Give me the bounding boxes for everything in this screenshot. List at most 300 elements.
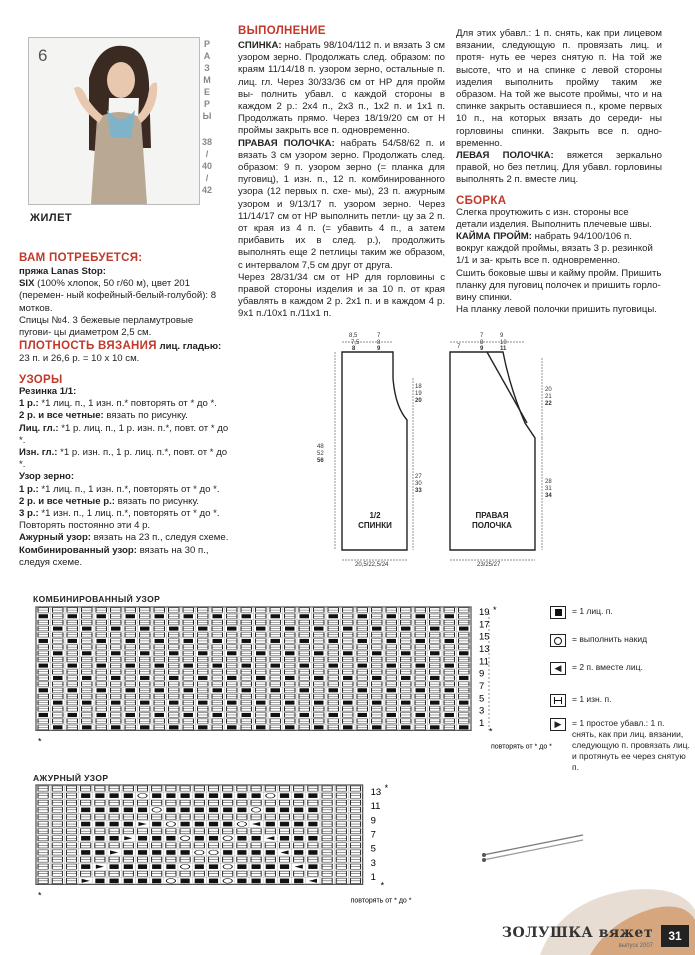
combined-symbol <box>53 614 64 618</box>
combined-symbol <box>82 614 93 618</box>
combined-symbol <box>256 620 267 624</box>
knit-cell <box>266 850 275 855</box>
knit-cell <box>300 614 310 618</box>
yarn-over-cell <box>138 793 147 798</box>
combined-symbol <box>198 633 209 637</box>
lace-symbol <box>295 865 303 869</box>
knit-cell <box>111 676 121 680</box>
lace-symbol <box>308 808 317 813</box>
lace-symbol <box>251 871 261 876</box>
combined-symbol <box>169 614 180 618</box>
combined-symbol <box>285 670 296 674</box>
lace-symbol <box>38 800 48 805</box>
knit-cell <box>152 836 161 841</box>
combined-symbol <box>227 707 238 711</box>
lace-symbol <box>279 843 289 848</box>
lace-symbol <box>308 836 317 841</box>
combined-chart-title: КОМБИНИРОВАННЫЙ УЗОР <box>33 594 161 604</box>
lace-chart-title: АЖУРНЫЙ УЗОР <box>33 773 109 783</box>
combined-symbol <box>227 670 238 674</box>
yarn-over-cell <box>209 850 218 855</box>
left-front-text: вяжется зеркально правой, но без петлиц. Для убавл. горловины выполнять 2 п. вместе лиц. <box>456 150 662 186</box>
combined-symbol <box>183 694 194 698</box>
lace-symbol <box>52 850 62 855</box>
combined-symbol <box>299 707 310 711</box>
lace-symbol <box>350 829 360 834</box>
lace-symbol <box>237 836 246 841</box>
combined-symbol <box>328 719 339 723</box>
knit-cell <box>329 639 339 643</box>
knit-cell <box>227 651 237 655</box>
knit-cell <box>252 836 261 841</box>
lace-symbol <box>350 878 360 883</box>
combined-symbol <box>111 620 122 624</box>
combined-symbol <box>329 688 339 692</box>
combined-symbol <box>68 713 78 717</box>
knit-cell <box>124 864 133 869</box>
combined-symbol <box>386 645 397 649</box>
combined-symbol <box>154 620 165 624</box>
combined-symbol <box>38 719 49 723</box>
lace-symbol <box>95 829 105 834</box>
combined-symbol <box>53 639 64 643</box>
front-label-1: ПРАВАЯ <box>475 511 509 520</box>
pattern-line: 2 р. и все четные: вязать по рисунку. <box>19 410 188 422</box>
lace-symbol <box>252 822 260 826</box>
combined-symbol <box>372 627 382 631</box>
combined-symbol <box>459 639 470 643</box>
combined-symbol <box>82 670 93 674</box>
combined-symbol <box>415 633 426 637</box>
combined-symbol <box>270 707 281 711</box>
knit-cell <box>280 793 289 798</box>
combined-symbol <box>53 663 64 667</box>
knit-cell <box>53 676 63 680</box>
combined-symbol <box>372 713 383 717</box>
knit-cell <box>81 808 90 813</box>
combined-symbol <box>140 651 150 655</box>
combined-symbol <box>154 725 165 729</box>
knit-cell <box>110 879 119 884</box>
knit-cell <box>82 651 92 655</box>
lace-symbol <box>294 879 303 884</box>
combined-symbol <box>140 707 151 711</box>
combined-symbol <box>299 670 310 674</box>
combined-symbol <box>372 608 383 612</box>
combined-symbol <box>270 725 281 729</box>
lace-symbol <box>280 850 288 854</box>
combined-symbol <box>198 713 209 717</box>
combined-symbol <box>169 620 180 624</box>
combined-symbol <box>227 682 238 686</box>
lace-symbol <box>110 836 119 841</box>
combined-symbol <box>285 663 296 667</box>
combined-symbol <box>140 645 151 649</box>
lace-symbol <box>109 843 119 848</box>
lace-symbol <box>95 793 104 798</box>
knit-cell <box>252 793 261 798</box>
knit-cell <box>223 822 232 827</box>
combined-symbol <box>198 719 209 723</box>
combined-symbol <box>213 664 223 668</box>
knit-cell <box>266 864 275 869</box>
lace-symbol <box>266 864 275 869</box>
combined-symbol <box>154 657 165 661</box>
combined-symbol <box>38 620 49 624</box>
lace-symbol <box>81 871 91 876</box>
lace-symbol <box>110 793 119 798</box>
combined-symbol <box>169 719 180 723</box>
combined-symbol <box>357 608 368 612</box>
knit-cell <box>138 850 147 855</box>
combined-symbol <box>154 707 165 711</box>
lace-symbol <box>336 807 346 812</box>
knit-cell <box>53 651 63 655</box>
combined-symbol <box>386 651 397 655</box>
combined-symbol <box>445 664 455 668</box>
knit-cell <box>372 651 382 655</box>
knit-cell <box>155 639 165 643</box>
combined-symbol <box>314 620 325 624</box>
lace-symbol <box>95 879 104 884</box>
knit-cell <box>237 850 246 855</box>
combined-symbol <box>154 682 165 686</box>
combined-symbol <box>169 608 180 612</box>
combined-symbol <box>111 688 122 692</box>
lace-symbol <box>208 843 218 848</box>
combined-symbol <box>314 713 325 717</box>
combined-symbol <box>212 682 223 686</box>
combined-row-label: 5 <box>479 693 485 705</box>
combined-symbol <box>169 725 179 729</box>
combined-symbol <box>38 633 49 637</box>
lace-symbol <box>110 864 119 869</box>
combined-symbol <box>329 639 339 643</box>
lace-symbol <box>52 829 62 834</box>
lace-symbol <box>181 793 190 798</box>
lace-symbol <box>208 814 218 819</box>
lace-symbol <box>336 843 346 848</box>
combined-symbol <box>111 633 122 637</box>
density-heading: ПЛОТНОСТЬ ВЯЗАНИЯ <box>19 340 157 352</box>
knit-cell <box>68 713 78 717</box>
combined-symbol <box>329 713 339 717</box>
knit-cell <box>252 850 261 855</box>
combined-symbol <box>459 645 470 649</box>
combined-symbol <box>430 719 441 723</box>
yarn-over-cell <box>195 850 204 855</box>
back-top-b: 7 <box>377 333 381 339</box>
combined-symbol <box>270 633 281 637</box>
lace-symbol <box>152 786 162 791</box>
legend-k2tog: ◀ = 2 п. вместе лиц. <box>550 662 643 675</box>
knit-cell <box>81 850 90 855</box>
combined-symbol <box>357 620 368 624</box>
knit-cell <box>387 614 397 618</box>
combined-symbol <box>67 707 78 711</box>
lace-symbol <box>138 836 147 841</box>
combined-symbol <box>242 639 252 643</box>
knit-cell <box>237 836 246 841</box>
combined-symbol <box>329 664 339 668</box>
yarn-label: пряжа Lanas Stop: <box>19 266 106 277</box>
combined-symbol <box>444 670 455 674</box>
combined-symbol <box>155 614 165 618</box>
lace-symbol <box>152 879 161 884</box>
knit-symbol-icon <box>550 606 566 619</box>
knit-cell <box>223 850 232 855</box>
yarn-over-cell <box>181 836 190 841</box>
combined-symbol <box>415 707 426 711</box>
lace-symbol <box>195 850 204 855</box>
combined-symbol <box>53 719 64 723</box>
combined-symbol <box>358 713 368 717</box>
k2tog-cell <box>266 836 274 840</box>
lace-symbol <box>124 836 132 840</box>
lace-symbol <box>322 878 332 883</box>
combined-symbol <box>82 627 92 631</box>
combined-symbol <box>415 719 426 723</box>
knit-cell <box>271 664 281 668</box>
svg-text:9: 9 <box>377 346 381 352</box>
combined-symbol <box>39 688 49 692</box>
combined-symbol <box>169 670 180 674</box>
combined-symbol <box>416 664 426 668</box>
knit-cell <box>242 664 252 668</box>
combined-symbol <box>125 633 136 637</box>
combined-symbol <box>372 633 383 637</box>
lace-symbol <box>322 836 332 841</box>
knit-cell <box>166 836 175 841</box>
combined-symbol <box>343 608 354 612</box>
combined-symbol <box>430 725 440 729</box>
combined-symbol <box>140 633 151 637</box>
knit-cell <box>53 725 63 729</box>
knit-cell <box>430 627 440 631</box>
lace-symbol <box>95 808 104 813</box>
combined-symbol <box>96 645 107 649</box>
lace-symbol <box>181 822 190 827</box>
knit-cell <box>416 639 426 643</box>
knit-cell <box>140 676 150 680</box>
combined-symbol <box>372 614 383 618</box>
combined-symbol <box>430 627 440 631</box>
combined-symbol <box>96 719 107 723</box>
lace-symbol <box>322 864 332 869</box>
knit-cell <box>68 688 78 692</box>
lace-symbol <box>124 879 133 884</box>
combined-symbol <box>111 627 121 631</box>
combined-symbol <box>140 608 151 612</box>
lace-symbol <box>137 786 147 791</box>
lace-symbol <box>237 850 246 855</box>
combined-symbol <box>82 694 93 698</box>
lace-symbol <box>223 850 232 855</box>
lace-star-top: * <box>384 783 389 793</box>
svg-text:52: 52 <box>317 451 324 457</box>
combined-symbol <box>299 694 310 698</box>
knit-cell <box>124 822 133 827</box>
lace-symbol <box>124 793 133 798</box>
combined-symbol <box>401 707 412 711</box>
lace-symbol <box>138 822 146 826</box>
combined-symbol <box>444 719 455 723</box>
knit-cell <box>138 808 147 813</box>
combined-symbol <box>256 719 267 723</box>
combined-symbol <box>372 657 383 661</box>
lace-symbol <box>95 786 105 791</box>
combined-symbol <box>299 620 310 624</box>
knit-cell <box>285 701 295 705</box>
combined-symbol <box>38 651 49 655</box>
knit-cell <box>184 639 194 643</box>
combined-symbol <box>387 713 397 717</box>
lace-symbol <box>194 786 204 791</box>
combined-symbol <box>357 676 368 680</box>
combined-symbol <box>198 645 209 649</box>
combined-symbol <box>53 651 63 655</box>
lace-symbol <box>81 850 90 855</box>
combined-symbol <box>430 682 441 686</box>
lace-symbol <box>38 786 48 791</box>
combined-symbol <box>401 701 411 705</box>
knit-cell <box>445 713 455 717</box>
pattern-line: 3 р.: *1 изн. п., 1 лиц. п.*, повторять от * до *. <box>19 508 220 520</box>
lace-symbol <box>336 786 346 791</box>
combined-symbol <box>386 670 397 674</box>
knit-cell <box>329 664 339 668</box>
combined-symbol <box>111 639 122 643</box>
lace-symbol <box>38 878 48 883</box>
combined-row-label: 19 <box>479 607 490 619</box>
knit-cell <box>343 701 353 705</box>
combined-symbol <box>415 608 426 612</box>
back-label-2: СПИНКИ <box>358 521 392 530</box>
combined-symbol <box>459 651 469 655</box>
combined-symbol <box>140 663 151 667</box>
combined-symbol <box>343 614 354 618</box>
lace-symbol <box>38 814 48 819</box>
combined-symbol <box>401 670 412 674</box>
combined-symbol <box>111 719 122 723</box>
combined-symbol <box>444 676 455 680</box>
combined-symbol <box>67 694 78 698</box>
knit-cell <box>213 639 223 643</box>
knit-cell <box>308 808 317 813</box>
knit-cell <box>169 725 179 729</box>
combined-symbol <box>430 688 441 692</box>
combined-grid <box>36 607 471 730</box>
combined-symbol <box>357 657 368 661</box>
lace-symbol <box>350 843 360 848</box>
knit-cell <box>155 614 165 618</box>
combined-symbol <box>459 670 470 674</box>
combined-symbol <box>242 614 252 618</box>
combined-symbol <box>314 670 325 674</box>
lace-symbol <box>181 808 190 813</box>
combined-symbol <box>67 719 78 723</box>
lace-symbol <box>322 814 332 819</box>
lace-symbol <box>336 822 346 827</box>
combined-symbol <box>299 645 310 649</box>
lace-symbol <box>109 857 119 862</box>
combined-symbol <box>198 694 209 698</box>
combined-symbol <box>38 670 49 674</box>
combined-symbol <box>314 633 325 637</box>
knit-cell <box>237 793 246 798</box>
combined-symbol <box>328 651 339 655</box>
knit-cell <box>39 639 49 643</box>
knit-cell <box>430 676 440 680</box>
knit-cell <box>266 822 275 827</box>
combined-symbol <box>444 707 455 711</box>
combined-symbol <box>53 725 63 729</box>
knit-cell <box>445 664 455 668</box>
combined-symbol <box>154 719 165 723</box>
lace-symbol <box>223 871 233 876</box>
knit-cell <box>242 688 252 692</box>
combined-symbol <box>96 707 107 711</box>
knit-cell <box>169 627 179 631</box>
yarn-over-cell <box>223 836 232 841</box>
combined-symbol <box>256 707 267 711</box>
combined-symbol <box>386 725 397 729</box>
combined-symbol <box>140 676 150 680</box>
combined-symbol <box>256 657 267 661</box>
pattern-line: 1 р.: *1 лиц. п., 1 изн. п.* повторять от * до *. <box>19 398 217 410</box>
pattern-line: Комбинированный узор: вязать на 30 п., следуя схеме. <box>19 544 209 568</box>
lace-symbol <box>52 814 62 819</box>
execution-section <box>238 25 445 321</box>
combined-symbol <box>140 694 151 698</box>
combined-symbol <box>111 725 121 729</box>
combined-symbol <box>140 627 150 631</box>
neck-text: Через 28/31/34 см от НР для горловины с правой стороны изделия и за 10 п. от края убавлять в каждом 2 р. 2х1 п. и в каждом 4 р. 9х1 п./10х1 п./11х1 п. <box>238 271 445 320</box>
lace-symbol <box>322 850 332 855</box>
yarn-over-symbol-icon <box>550 634 566 647</box>
lace-symbol <box>66 864 76 869</box>
lace-symbol <box>350 786 360 791</box>
knit-cell <box>110 793 119 798</box>
lace-symbol <box>265 786 275 791</box>
pattern-line: 1 р.: *1 лиц. п., 1 изн. п.*, повторять от * до *. <box>19 483 220 495</box>
lace-symbol <box>137 829 147 834</box>
svg-text:7: 7 <box>457 344 461 350</box>
combined-symbol <box>386 694 397 698</box>
combined-symbol <box>184 664 194 668</box>
yarn-over-cell <box>152 808 161 813</box>
knit-cell <box>181 850 190 855</box>
combined-symbol <box>96 682 107 686</box>
lace-symbol <box>166 814 176 819</box>
lace-symbol <box>350 850 360 855</box>
knit-cell <box>111 627 121 631</box>
combined-symbol <box>372 645 383 649</box>
combined-symbol <box>155 688 165 692</box>
combined-symbol <box>213 639 223 643</box>
knit-cell <box>95 808 104 813</box>
lace-symbol <box>81 829 91 834</box>
lace-symbol <box>137 800 147 805</box>
lace-symbol <box>81 864 90 869</box>
combined-symbol <box>415 725 426 729</box>
combined-symbol <box>270 694 281 698</box>
combined-symbol <box>256 633 267 637</box>
combined-symbol <box>227 694 238 698</box>
combined-symbol <box>401 608 412 612</box>
svg-text:21: 21 <box>545 394 552 400</box>
combined-symbol <box>111 651 121 655</box>
